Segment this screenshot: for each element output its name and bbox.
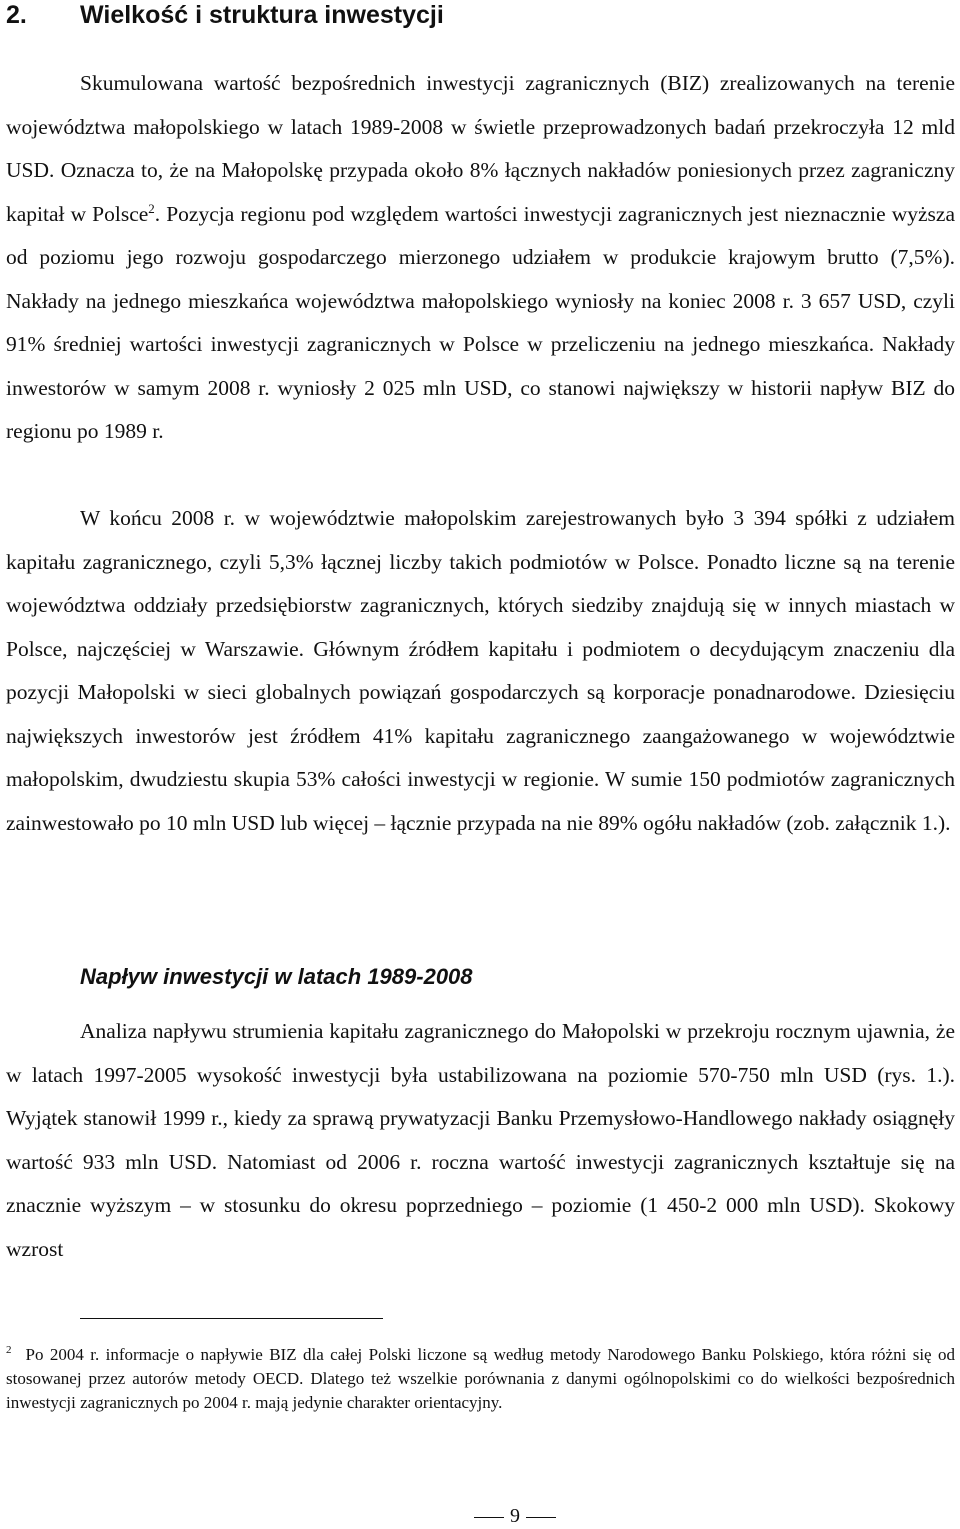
section-heading	[6, 0, 444, 30]
paragraph-1-text-a: Skumulowana wartość bezpośrednich inwestycji zagranicznych (BIZ) zrealizowanych na terenie województwa małopolskiego w latach 1989-2008 w świetle przeprowadzonych badań przekroczyła 12 mld USD. Oznacza to, że na Małopolskę przypada około 8% łącznych nakładów poniesionych przez zagraniczny kapitał w Polsce	[6, 71, 955, 226]
page-footer	[0, 1503, 960, 1529]
footnote-divider	[80, 1318, 383, 1319]
page-number-left-dash	[474, 1517, 504, 1518]
paragraph-1-text-b: . Pozycja regionu pod względem wartości inwestycji zagranicznych jest nieznacznie wyższa od poziomu jego rozwoju gospodarczego mierzonego udziałem w produkcie krajowym brutto (7,5%). Nakłady na jednego mieszkańca województwa małopolskiego wyniosły na koniec 2008 r. 3 657 USD, czyli 91% średniej wartości inwestycji zagranicznych w Polsce w przeliczeniu na jednego mieszkańca. Nakłady inwestorów w samym 2008 r. wyniosły 2 025 mln USD, co stanowi największy w historii napływ BIZ do regionu po 1989 r.	[6, 201, 955, 443]
paragraph-2: W końcu 2008 r. w województwie małopolskim zarejestrowanych było 3 394 spółki z udziałem kapitału zagranicznego, czyli 5,3% łącznej liczby takich podmiotów w Polsce. Ponadto liczne są na terenie województwa oddziały przedsiębiorstw zagranicznych, których siedziby znajdują się w innych miastach w Polsce, najczęściej w Warszawie. Głównym źródłem kapitału i podmiotem o decydującym znaczeniu dla pozycji Małopolski w sieci globalnych powiązań gospodarczych są korporacje ponadnarodowe. Dziesięciu największych inwestorów jest źródłem 41% kapitału zagranicznego zaangażowanego w województwie małopolskim, dwudziestu skupia 53% całości inwestycji w regionie. W sumie 150 podmiotów zagranicznych zainwestowało po 10 mln USD lub więcej – łącznie przypada na nie 89% ogółu nakładów (zob. załącznik 1.).	[6, 506, 955, 835]
page-number-right-dash	[526, 1517, 556, 1518]
section-number: 2.	[6, 1, 27, 29]
page-number: 9	[510, 1505, 520, 1527]
section-title: Wielkość i struktura inwestycji	[80, 1, 444, 29]
paragraph-3: Analiza napływu strumienia kapitału zagranicznego do Małopolski w przekroju rocznym ujawnia, że w latach 1997-2005 wysokość inwestycji była ustabilizowana na poziomie 570-750 mln USD (rys. 1.). Wyjątek stanowił 1999 r., kiedy za sprawą prywatyzacji Banku Przemysłowo-Handlowego nakłady osiągnęły wartość 933 mln USD. Natomiast od 2006 r. roczna wartość inwestycji zagranicznych kształtuje się na znacznie wyższym – w stosunku do okresu poprzedniego – poziomie (1 450-2 000 mln USD). Skokowy wzrost	[6, 1019, 955, 1261]
paragraph-1	[6, 62, 955, 454]
subsection-heading: Napływ inwestycji w latach 1989-2008	[80, 964, 473, 989]
footnote-marker: 2	[6, 1344, 12, 1356]
footnote-text: Po 2004 r. informacje o napływie BIZ dla całej Polski liczone są według metody Narodowego Banku Polskiego, która różni się od stosowanej przez autorów metody OECD. Dlatego też wszelkie porównania z danymi ogólnopolskimi co do wielkości bezpośrednich inwestycji zagranicznych po 2004 r. mają jedynie charakter orientacyjny.	[6, 1345, 955, 1412]
footnote-reference[interactable]: 2	[148, 200, 155, 216]
footnote	[6, 1343, 955, 1415]
